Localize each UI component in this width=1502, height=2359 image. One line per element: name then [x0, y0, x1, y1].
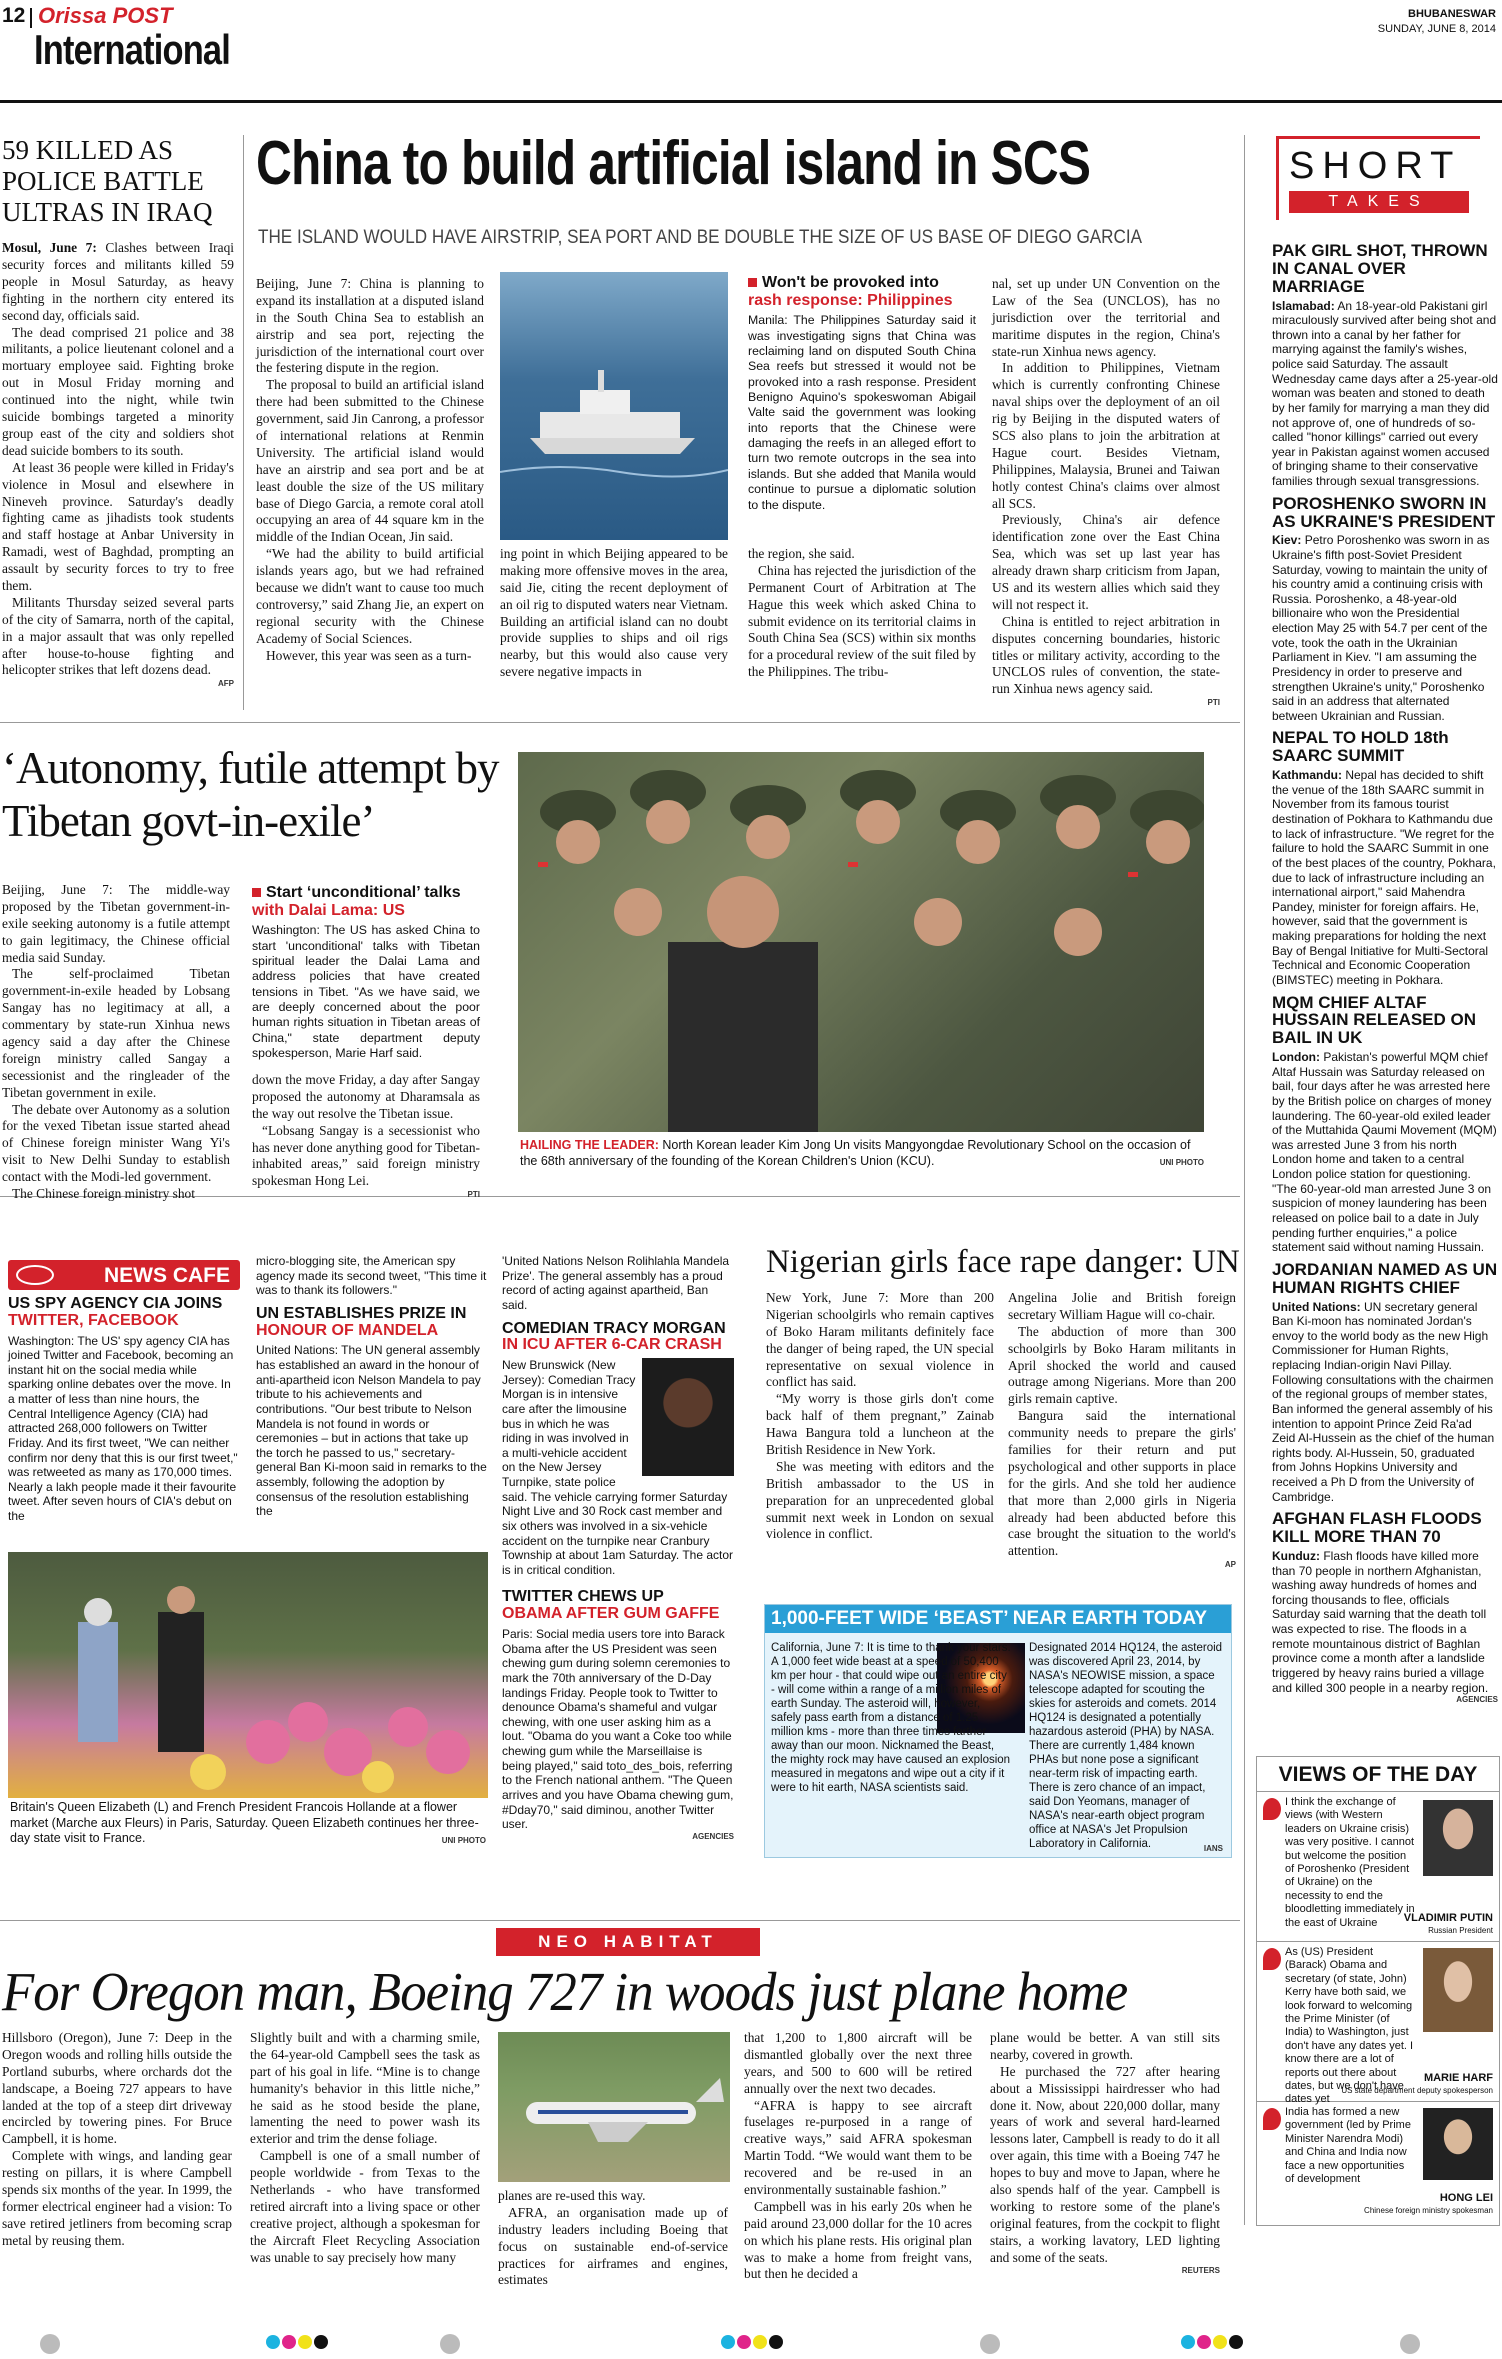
- masthead-city: BHUBANESWAR: [1408, 8, 1496, 20]
- view-quote: I think the exchange of views (with Western leaders on Ukraine crisis) was very positive. I cannot but welcome the position of Poroshenko (President of Ukraine) on the necessity to end the bloodletting immediately in the east of Ukraine: [1285, 1796, 1415, 1929]
- kim-jong-un-photo: [518, 752, 1204, 1132]
- nigeria-c2-p1: Angelina Jolie and British foreign secretary William Hague will co-chair.: [1008, 1290, 1236, 1322]
- nigeria-c2-p3: Bangura said the international community needs to prepare the girls' families for their return and put psychological and other supports in place for the girls. And she told her audience that more than 2,000 girls in Nigeria already had been abducted before this case brought the situation to the world's attention.: [1008, 1408, 1236, 1559]
- mandela-cont-text: 'United Nations Nelson Rolihlahla Mandela Prize'. The general assembly has a proud record of acting against apartheid, Ban said.: [502, 1254, 730, 1312]
- registration-marks: [0, 2330, 1502, 2354]
- boeing-col-1: [2, 2030, 232, 2250]
- tibet-credit: PTI: [467, 1190, 480, 1200]
- tibet-sidebar: [252, 884, 480, 1061]
- iraq-story: [2, 135, 234, 688]
- tibet-c1-p2: The self-proclaimed Tibetan government-in-exile headed by Lobsang Sangay has no legitimacy at all, a commentary by state-run Xinhua news agency said a day after the Chinese foreign ministry called Sangay a secessionist and the ringleader of the Tibetan government in exile.: [2, 966, 230, 1100]
- masthead-date: SUNDAY, JUNE 8, 2014: [1377, 23, 1496, 35]
- bullet-square: [252, 888, 261, 897]
- china-col-2: [500, 546, 728, 681]
- nigeria-col-1: [766, 1290, 994, 1543]
- korea-caption: [520, 1138, 1200, 1169]
- china-c1-p1: Beijing, June 7: China is planning to expand its installation at a disputed island in the South China Sea to establish an airstrip and sea port, rejecting the jurisdiction of the international court over the festering dispute in the region.: [256, 276, 484, 376]
- china-c1-p2: The proposal to build an artificial island there had been submitted to the Chinese government, said Jin Canrong, a professor of international relations at Renmin University. The artificial island would have an airstrip and sea port and be at least double the size of the US military base of Diego Garcia, a remote coral atoll occupying an area of 44 square km in the middle of the Indian Ocean, Jin said.: [256, 377, 484, 545]
- queen-caption: Britain's Queen Elizabeth (L) and French President Francois Hollande at a flower market (Marche aux Fleurs) in Paris, Saturday. Queen Elizabeth continues her three-day state visit to France.: [10, 1800, 479, 1846]
- view-name: HONG LEI: [1439, 2192, 1493, 2204]
- quote-icon: [1263, 1948, 1281, 1970]
- masthead-divider: [30, 8, 32, 28]
- hong-lei-photo: [1423, 2108, 1493, 2180]
- boeing-photo: [498, 2032, 730, 2182]
- boeing-c1-p1: Hillsboro (Oregon), June 7: Deep in the Oregon woods and rolling hills outside the Portland suburbs, where orchards dot the landscape, a Boeing 727 appears to have landed at the top of a steep dirt driveway encircled by towering pines. For Bruce Campbell, it is home.: [2, 2030, 232, 2147]
- obama-subtitle: OBAMA AFTER GUM GAFFE: [502, 1605, 720, 1623]
- cia-text: Washington: The US' spy agency CIA has joined Twitter and Facebook, becoming an instant hit on the social media while sparking online debates over the move. In a matter of less than nine hours, the Central Intelligence Agency (CIA) had attracted 268,000 followers on Twitter Friday. And its first tweet, "We can neither confirm nor deny that this is our first tweet," was retweeted as many as 170,000 times. Nearly a lakh people made it their favourite tweet. After seven hours of CIA's debut on the: [8, 1333, 238, 1524]
- iraq-headline: 59 KILLED AS POLICE BATTLE ULTRAS IN IRAQ: [2, 135, 213, 228]
- section-title: International: [34, 26, 231, 73]
- reg-circle-icon: [440, 2334, 460, 2354]
- globe-icon: [16, 1265, 54, 1285]
- views-box: [1256, 1756, 1500, 2226]
- tibet-headline: ‘Autonomy, futile attempt by Tibetan govt-in-exile’: [2, 743, 499, 847]
- quote-icon: [1263, 1798, 1281, 1820]
- tracy-morgan-photo: [642, 1358, 734, 1476]
- tibet-c2-p2: “Lobsang Sangay is a secessionist who has never done anything good for Tibetan-inhabited areas,” said foreign ministry spokesman Hong Lei.: [252, 1122, 480, 1189]
- sidebar-subtitle: rash response: Philippines: [748, 291, 953, 309]
- boeing-c3-b: AFRA, an organisation made up of industry leaders including Boeing that focus on sustainable end-of-service practices for airframes and engines, estimates: [498, 2204, 728, 2288]
- short-take-title: JORDANIAN NAMED AS UN HUMAN RIGHTS CHIEF: [1272, 1259, 1498, 1297]
- china-subhead: THE ISLAND WOULD HAVE AIRSTRIP, SEA PORT AND BE DOUBLE THE SIZE OF US BASE OF DIEGO GARCIA: [258, 227, 1143, 248]
- view-item: [1257, 1942, 1499, 2106]
- boeing-c4-p2: “AFRA is happy to see aircraft fuselages re-purposed in a range of creative ways,” said AFRA spokesman Martin Todd. “We would want them to be recovered and be re-used in an environmentally sustainable fashion.”: [744, 2097, 972, 2198]
- korea-caption-lead: HAILING THE LEADER:: [520, 1138, 659, 1152]
- view-role: US state department deputy spokesperson: [1341, 2086, 1493, 2095]
- cia-cont: [256, 1254, 488, 1519]
- china-c4-p2: In addition to Philippines, Vietnam which is currently confronting Chinese naval ships over the deployment of an oil rig by Beijing in the disputed waters of SCS also plans to join the arbitration at Hague court. Besides Vietnam, Philippines, Malaysia, Brunei and Taiwan hotly contest China's claims over almost all SCS.: [992, 360, 1220, 511]
- boeing-c4-p3: Campbell was in his early 20s when he paid around 23,000 dollar for the 10 acres on which his plane rests. His original plan was to make a home from freight vans, but then he decided a: [744, 2198, 972, 2282]
- short-take-text: Flash floods have killed more than 70 people in northern Afghanistan, washing away hundreds of homes and forcing thousands to flee, officials Saturday said warning that the death toll was expected to rise. The floods in a remote mountainous district of Baghlan province come a month after a landslide triggered by heavy rains buried a village and killed 300 people in a nearby region.: [1272, 1548, 1489, 1695]
- short-take-title: MQM CHIEF ALTAF HUSSAIN RELEASED ON BAIL IN UK: [1272, 992, 1477, 1048]
- reg-circle-icon: [1400, 2334, 1420, 2354]
- iraq-para-2: The dead comprised 21 police and 38 militants, a police lieutenant colonel and a mortuary employee said. Fighting broke out in Mosul Friday morning and continued into the night, while twin suicide bombings targeted a minority group east of the city and soldiers shot dead suicide bombers to its south.: [2, 324, 234, 458]
- queen-photo: [8, 1552, 488, 1798]
- short-take-title: NEPAL TO HOLD 18th SAARC SUMMIT: [1272, 728, 1449, 766]
- tibet-col-1: [2, 882, 230, 1203]
- asteroid-left: California, June 7: It is time to thank your stars. A 1,000 feet wide beast at a speed of 50,400 km per hour - that could wipe out an entire city - will come within a range of a million miles of earth Sunday. The asteroid will, however, safely pass earth from a distance of 1.25 million kms - more than three times farther away than our moon. Nicknamed the Beast, the mighty rock may have caused an explosion measured in megatons and wipe out a city if it were to hit earth, NASA scientists said.: [771, 1642, 1011, 1795]
- iraq-para-4: Militants Thursday seized several parts of the city of Samarra, north of the capital, in a major assault that was only repelled after house-to-house fighting and helicopter strikes that left dozens dead.: [2, 594, 234, 678]
- view-item: [1257, 2102, 1499, 2222]
- nigeria-c1-p2: “My worry is those girls don't come back half of them pregnant,” Zainab Hawa Bangura told a luncheon at the British Residence in New York.: [766, 1391, 994, 1458]
- sidebar-title: Won't be provoked into: [762, 274, 939, 291]
- nigeria-c1-p1: New York, June 7: More than 200 Nigerian schoolgirls who remain captives of Boko Haram militants definitely face the danger of being raped, the UN special representative on sexual violence in conflict has said.: [766, 1290, 994, 1390]
- mandela-subtitle: HONOUR OF MANDELA: [256, 1321, 439, 1339]
- short-take-lead: Kunduz:: [1272, 1548, 1320, 1563]
- china-headline: China to build artificial island in SCS: [256, 129, 1091, 198]
- china-col-3: [748, 546, 976, 681]
- short-take-text: Petro Poroshenko was sworn in as Ukraine's fifth post-Soviet President Saturday, vowing to maintain the unity of his country amid a continuing crisis with Russia. Poroshenko, a 48-year-old billionaire who won the Presidential election May 25 with 54.7 per cent of the vote, took the oath in the Ukrainian Parliament in Kiev. "I am assuming the Presidency in order to preserve and strengthen Ukraine's unity," Poroshenko said in an address that alternated between Ukrainian and Russian.: [1272, 533, 1490, 723]
- china-col-4: [992, 276, 1220, 707]
- plane-illustration: [498, 2032, 730, 2182]
- china-col-1: [256, 276, 484, 664]
- flower-market-illustration: [8, 1552, 488, 1798]
- short-take-title: PAK GIRL SHOT, THROWN IN CANAL OVER MARRIAGE: [1272, 241, 1488, 296]
- korea-caption-text: North Korean leader Kim Jong Un visits Mangyongdae Revolutionary School on the occasion of the 68th anniversary of the founding of the Korean Children's Union (KCU).: [520, 1138, 1191, 1168]
- crowd-illustration: [518, 752, 1204, 1132]
- short-take-lead: London:: [1272, 1050, 1320, 1065]
- short-take-title: AFGHAN FLASH FLOODS KILL MORE THAN 70: [1272, 1509, 1482, 1547]
- asteroid-headline: 1,000-FEET WIDE ‘BEAST’ NEAR EARTH TODAY: [765, 1605, 1231, 1633]
- cia-title: US SPY AGENCY CIA JOINS: [8, 1295, 223, 1312]
- short-take-text: UN secretary general Ban Ki-moon has nominated Jordan's envoy to the world body as the new High Commissioner for Human Rights, replacing Indian-origin Navi Pillay. Following consultations with the chairmen of the regional groups of member states, Ban informed the general assembly of his intention to appoint Prince Zeid Ra'ad Zeid Al-Hussein as the chief of the human rights body. Al-Hussein, 50, graduated from Johns Hopkins University and received a Ph D from the University of Cambridge.: [1272, 1299, 1495, 1504]
- nigeria-c1-p3: She was meeting with editors and the British ambassador to the US in preparation for an unprecedented global summit next week in London on sexual violence in conflict.: [766, 1458, 994, 1542]
- short-take-lead: Kiev:: [1272, 533, 1302, 548]
- mandela-text: United Nations: The UN general assembly has established an award in the honour of anti-apartheid icon Nelson Mandela to pay tribute to his achievements and contributions. "Our best tribute to Nelson Mandela is not found in words or ceremonies – but in actions that take up the torch he passed to us," secretary-general Ban Ki-moon said in remarks to the assembly, following the adoption by consensus of the resolution establishing the: [256, 1343, 487, 1519]
- short-takes-credit: AGENCIES: [1456, 1695, 1498, 1705]
- bullet-square: [748, 278, 757, 287]
- short-take-item: [1272, 495, 1498, 724]
- tibet-c1-p3: The debate over Autonomy as a solution for the vexed Tibetan issue started ahead of Chinese foreign minister Wang Yi's visit to New Delhi Sunday to establish contact with the Modi-led government.: [2, 1101, 230, 1185]
- obama-credit: AGENCIES: [692, 1831, 734, 1841]
- tibet-c2-p1: down the move Friday, a day after Sangay proposed the autonomy at Dharamsala as the way out resolve the Tibetan issue.: [252, 1072, 480, 1121]
- ship-photo: [500, 272, 728, 540]
- boeing-col-2: [250, 2030, 480, 2266]
- queen-credit: UNI PHOTO: [441, 1836, 486, 1845]
- view-name: MARIE HARF: [1423, 2072, 1493, 2084]
- short-take-lead: Kathmandu:: [1272, 768, 1342, 783]
- quote-icon: [1263, 2108, 1281, 2130]
- brand-logo: Orissa POST: [38, 3, 173, 28]
- reg-circle-icon: [980, 2334, 1000, 2354]
- boeing-c3-a: planes are re-used this way.: [498, 2188, 646, 2203]
- short-take-lead: Islamabad:: [1272, 298, 1335, 313]
- short-take-item: [1272, 729, 1498, 987]
- tibet-sidebar-text: Washington: The US has asked China to start 'unconditional' talks with Tibetan spiritual leader the Dalai Lama and address policies that have created tensions in Tibet. "As we have said, we are deeply concerned about the poor human rights situation in Tibetan areas of China," state department deputy spokesperson, Marie Harf said.: [252, 923, 480, 1061]
- reg-circle-icon: [40, 2334, 60, 2354]
- tibet-sidebar-subtitle: with Dalai Lama: US: [252, 901, 405, 919]
- nigeria-col-2: [1008, 1290, 1236, 1569]
- news-cafe-label: [8, 1260, 240, 1290]
- short-take-text: An 18-year-old Pakistani girl miraculously survived after being shot and thrown into a canal by her father for marrying against the family's wishes, police said Saturday. The assault Wednesday came days after a 25-year-old woman was beaten and stoned to death by her family for marrying a man they did not approve of, one of hundreds of so-called "honor killings" carried out every year in Pakistan against women accused of bringing shame to their conservative families through sexual transgressions.: [1272, 298, 1498, 489]
- short-take-text: Pakistan's powerful MQM chief Altaf Hussain was Saturday released on bail, four days after he was arrested here by the British police on charges of money laundering. The 60-year-old exiled leader of the Muttahida Qaumi Movement (MQM) was arrested June 3 from his north London home and taken to a central London police station for questioning. "The 60-year-old man arrested June 3 on suspicion of money laundering has been released on police bail to a date in July pending further enquiries," a police statement said without naming Hussain.: [1272, 1050, 1497, 1255]
- asteroid-credit: IANS: [1203, 1844, 1223, 1853]
- boeing-headline: For Oregon man, Boeing 727 in woods just plane home: [2, 1961, 1128, 2022]
- cia-cont-text: micro-blogging site, the American spy agency made its second tweet, "This time it was to thank its followers.": [256, 1254, 487, 1298]
- korea-credit: UNI PHOTO: [1159, 1158, 1204, 1167]
- short-takes-logo: [1276, 136, 1480, 220]
- iraq-credit: AFP: [218, 679, 234, 689]
- iraq-para-1: Clashes between Iraqi security forces and militants killed 59 people in Mosul Saturday, as heavy fighting in the northern city entered its second day, officials said.: [2, 240, 234, 323]
- nigeria-credit: AP: [1224, 1560, 1236, 1570]
- short-take-item: [1272, 1510, 1498, 1695]
- boeing-c2-p2: Campbell is one of a small number of people worldwide - from Texas to the Netherlands - who have transformed retired aircraft into a living space or other creative project, although a spokesman for the Aircraft Fleet Recycling Association was unable to say precisely how many: [250, 2148, 480, 2265]
- neo-habitat-kicker: NEO HABITAT: [496, 1928, 760, 1956]
- boeing-c5-p2: He purchased the 727 after hearing about a Mississippi hairdresser who had done it. Now, about 220,000 dollar, many years of work and several hard-learned lessons later, Campbell is ready to do it all over again, this time with a Boeing 747 he hopes to buy and move to Japan, where he also spends half of the year. Campbell is working to restore some of the plane's original features, from the cockpit to flight stairs, a working lavatory, LED lighting and some of the seats.: [990, 2063, 1220, 2265]
- tibet-c1-p4: The Chinese foreign ministry shot: [12, 1186, 195, 1202]
- boeing-c4-p1: that 1,200 to 1,800 aircraft will be dismantled globally over the next three years, and 500 to 600 will be retired annually over the next two decades.: [744, 2030, 972, 2096]
- china-c4-p4: China is entitled to reject arbitration in disputes concerning boundaries, historic titles or military activity, according to the UNCLOS rules of convention, the state-run Xinhua news agency said.: [992, 613, 1220, 697]
- morgan-subtitle: IN ICU AFTER 6-CAR CRASH: [502, 1336, 722, 1354]
- iraq-dateline: Mosul, June 7:: [2, 240, 97, 256]
- morgan-title: COMEDIAN TRACY MORGAN: [502, 1319, 726, 1337]
- china-c3-p2: China has rejected the jurisdiction of the Permanent Court of Arbitration at The Hague this week which asked China to submit evidence on its territorial claims in South China Sea (SCS) within six months for a procedural review of the suit filed by the Philippines. The tribu-: [748, 562, 976, 680]
- short-take-item: [1272, 994, 1498, 1255]
- view-quote: As (US) President (Barack) Obama and secretary (of state, John) Kerry have both said, we look forward to welcoming the Prime Minister (of India) to Washington, just don't have any dates yet. I know there are a lot of reports out there about dates, but we don't have dates yet: [1285, 1946, 1414, 2106]
- boeing-col-3: [498, 2188, 728, 2289]
- asteroid-box: [764, 1604, 1232, 1858]
- china-c4-p1: nal, set up under UN Convention on the Law of the Sea (UNCLOS), has no jurisdiction over the territorial and maritime disputes in the region, China's state-run Xinhua news agency.: [992, 276, 1220, 359]
- china-c4-p3: Previously, China's air defence identification zone over the East China Sea, which was set up last year has already drawn sharp criticism from Japan, US and its western allies which said they will not respect it.: [992, 512, 1220, 612]
- short-takes-bottom: TAKES: [1289, 191, 1469, 213]
- page-number: 12: [2, 4, 26, 27]
- color-dots-icon: [720, 2335, 784, 2354]
- boeing-c2-p1: Slightly built and with a charming smile, the 64-year-old Campbell sees the task as part of his goal in life. “Mine is to change humanity's behavior in this little niche,” he said as he stood beside the plane, lamenting the need to power wash its exterior and trim the dense foliage.: [250, 2030, 480, 2147]
- view-name: VLADIMIR PUTIN: [1403, 1912, 1493, 1924]
- obama-text: Paris: Social media users tore into Barack Obama after the US President was seen chewing gum during solemn ceremonies to mark the 70th anniversary of the D-Day landings Friday. People took to Twitter to denounce Obama's shameful and vulgar chewing, with one user asking him as a lout. "Obama do you want a Coke too while chewing gum while the Marseillaise is being played," said toto_des_bois, referring to the French national anthem. "The Queen arrives and you have Obama chewing gum, #Dday70," said diminou, another Twitter user.: [502, 1627, 734, 1832]
- short-take-item: [1272, 1261, 1498, 1504]
- philippines-sidebar: [748, 274, 976, 513]
- cia-story: [8, 1296, 240, 1524]
- short-take-text: Nepal has decided to shift the venue of the 18th SAARC summit in November from its famous tourist destination of Pokhara to Kathmandu due to lack of infrastructure. "We regret for the failure to hold the SAARC Summit in one of the best places of the country, Pokhara, due to lack of infrastructure including an international airport," said Mahendra Pandey, minister for foreign affairs. He, however, said that the government is making preparations for holding the next Bay of Bengal Initiative for Multi-Sectoral Technical and Economic Cooperation (BIMSTEC) meeting in Pokhara.: [1272, 768, 1496, 987]
- mandela-cont: [502, 1254, 734, 1841]
- boeing-col-4: [744, 2030, 972, 2283]
- mandela-title: UN ESTABLISHES PRIZE IN: [256, 1304, 467, 1322]
- nigeria-c2-p2: The abduction of more than 300 schoolgirls by Boko Haram militants in April shocked the world and caused outrage among Nigerians. More than 200 girls remain captive.: [1008, 1323, 1236, 1407]
- short-takes-top: SHORT: [1289, 145, 1462, 187]
- tibet-col-2: [252, 1072, 480, 1199]
- china-credit: PTI: [1207, 698, 1220, 708]
- view-role: Chinese foreign ministry spokesman: [1364, 2206, 1493, 2215]
- color-dots-icon: [265, 2335, 329, 2354]
- obama-title: TWITTER CHEWS UP: [502, 1588, 664, 1606]
- short-take-title: POROSHENKO SWORN IN AS UKRAINE'S PRESIDENT: [1272, 493, 1496, 531]
- ship-illustration: [500, 272, 728, 540]
- view-quote: India has formed a new government (led by Prime Minister Narendra Modi) and China and India now face a new opportunities of development: [1285, 2106, 1411, 2186]
- putin-photo: [1423, 1800, 1493, 1876]
- marie-harf-photo: [1423, 1948, 1493, 2032]
- view-item: [1257, 1792, 1499, 1942]
- short-take-lead: United Nations:: [1272, 1299, 1361, 1314]
- sidebar-text: Manila: The Philippines Saturday said it was investigating signs that China was reclaiming land on disputed South China Sea reefs but stressed it would not be provoked into a rash response. President Benigno Aquino's spokeswoman Abigail Valte said the government was looking into reports that the Chinese were damaging the reefs in an alleged effort to turn two remote outcrops in the sea into islands. But she added that Manila would continue to pursue a diplomatic solution to the dispute.: [748, 313, 976, 512]
- news-cafe-title: NEWS CAFE: [104, 1264, 230, 1287]
- boeing-c5-p1: plane would be better. A van still sits nearby, covered in growth.: [990, 2030, 1220, 2062]
- tibet-c1-p1: Beijing, June 7: The middle-way proposed by the Tibetan government-in-exile seeking autonomy is a futile attempt to gain legitimacy, the Chinese official media said Sunday.: [2, 882, 230, 965]
- china-c1-p3: “We had the ability to build artificial islands years ago, but we had refrained because we didn't want to cause too much controversy,” said Zhang Jie, an expert on regional security with the Chinese Academy of Social Sciences.: [256, 546, 484, 646]
- morgan-text: New Brunswick (New Jersey): Comedian Tracy Morgan is in intensive care after the limousine bus in which he was riding in was involved in a multi-vehicle accident on the New Jersey Turnpike, state police said. The vehicle carrying former Saturday Night Live and 30 Rock cast member and six others was involved in a six-vehicle accident on the turnpike near Cranbury Township at about 1am Saturday. The actor is in critical condition.: [502, 1358, 734, 1577]
- boeing-credit: REUTERS: [1181, 2266, 1220, 2276]
- asteroid-right: Designated 2014 HQ124, the asteroid was discovered April 23, 2014, by NASA's NEOWISE mission, a space telescope adapted for scouting the skies for asteroids and comets. 2014 HQ124 is designated a potentially hazardous asteroid (PHA) by NASA. There are currently 1,484 known PHAs but none pose a significant near-term risk of impacting earth. There is zero chance of an impact, said Don Yeomans, manager of NASA's near-earth object program office at NASA's Jet Propulsion Laboratory in California.: [1029, 1642, 1223, 1851]
- masthead-rule: [0, 100, 1502, 103]
- boeing-c1-p2: Complete with wings, and landing gear resting on pillars, it is where Campbell spends six months of the year. In 1999, the former electrical engineer had a vision: To save retired jetliners from becoming scrap metal by reusing them.: [2, 2148, 232, 2248]
- view-role: Russian President: [1428, 1926, 1493, 1935]
- china-c2: ing point in which Beijing appeared to be making more offensive moves in the area, said Jie, citing the recent deployment of an oil rig to disputed waters near Vietnam. Building an artificial island can no doubt provide supplies to ships and oil rigs nearby, but this would also cause very severe negative impacts in: [500, 546, 728, 680]
- short-take-item: [1272, 242, 1498, 489]
- cia-subtitle: TWITTER, FACEBOOK: [8, 1311, 179, 1329]
- short-takes-list: [1272, 236, 1498, 1704]
- iraq-para-3: At least 36 people were killed in Friday's violence in Mosul and elsewhere in Nineveh province. Saturday's deadly fighting came as jihadists took students and staff hostage at Anbar University in Ramadi, west of Baghdad, prompting an assault by security forces to try to free them.: [2, 459, 234, 593]
- views-title: VIEWS OF THE DAY: [1257, 1757, 1499, 1792]
- china-c1-p4: However, this year was seen as a turn-: [266, 647, 472, 663]
- nigeria-headline: Nigerian girls face rape danger: UN: [766, 1244, 1240, 1280]
- tibet-sidebar-title: Start ‘unconditional’ talks: [266, 884, 461, 901]
- color-dots-icon: [1180, 2335, 1244, 2354]
- china-c3-p1: the region, she said.: [748, 546, 855, 561]
- boeing-col-5: [990, 2030, 1220, 2275]
